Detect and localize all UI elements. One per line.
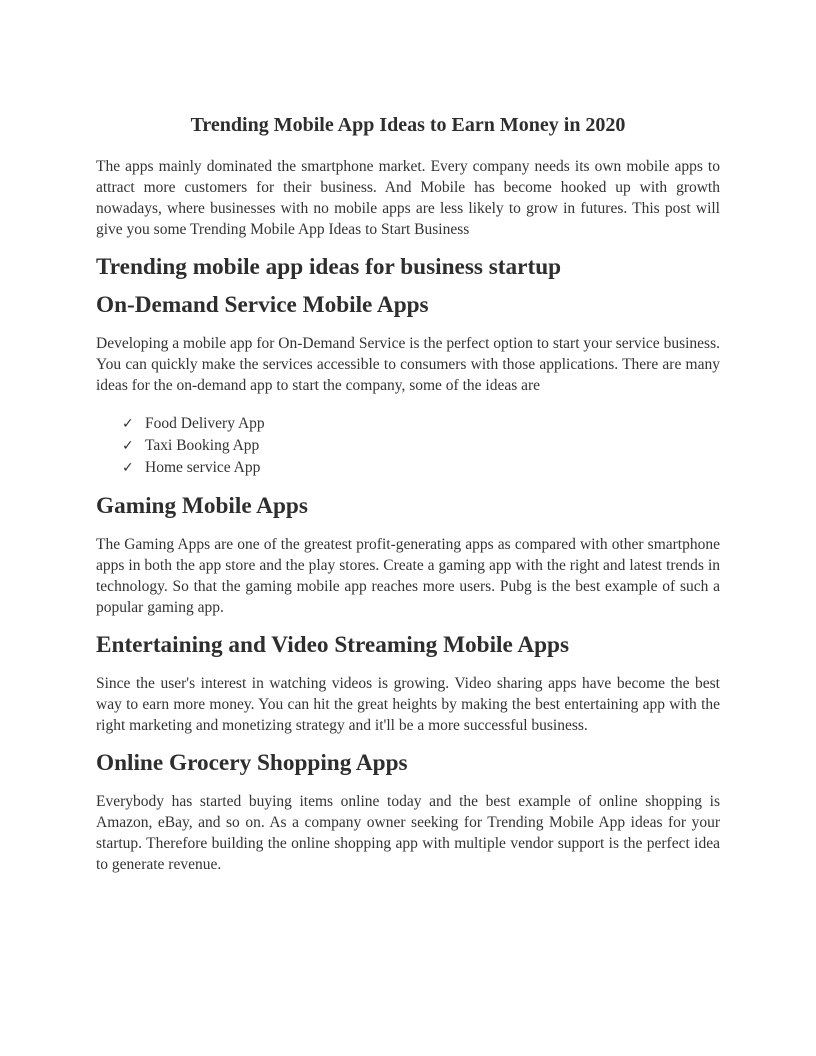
section-heading-on-demand: On-Demand Service Mobile Apps [96,292,429,318]
list-item [122,413,720,435]
document-title: Trending Mobile App Ideas to Earn Money in 2020 [190,114,626,136]
section-heading-grocery: Online Grocery Shopping Apps [96,750,408,776]
list-item-label: Taxi Booking App [145,437,260,454]
gaming-paragraph: The Gaming Apps are one of the greatest profit-generating apps as compared with other smartphone apps in both the app store and the play stores. Create a gaming app with the right and latest trends in technology. So that the gaming mobile app reaches more users. Pubg is the best example of such a popular gaming app. [96,536,720,616]
grocery-paragraph: Everybody has started buying items online today and the best example of online shopping is Amazon, eBay, and so on. As a company owner seeking for Trending Mobile App ideas for your startup. Therefore building the online shopping app with multiple vendor support is the perfect idea to generate revenue. [96,793,720,873]
intro-paragraph: The apps mainly dominated the smartphone market. Every company needs its own mobile apps to attract more customers for their business. And Mobile has become hooked up with growth nowadays, where businesses with no mobile apps are less likely to grow in futures. This post will give you some Trending Mobile App Ideas to Start Business [96,158,720,238]
section-heading-gaming: Gaming Mobile Apps [96,493,308,519]
section-heading-business-startup: Trending mobile app ideas for business startup [96,254,562,280]
on-demand-paragraph: Developing a mobile app for On-Demand Service is the perfect option to start your service business. You can quickly make the services accessible to consumers with those applications. There are many ideas for the on-demand app to start the company, some of the ideas are [96,335,720,394]
section-heading-entertaining: Entertaining and Video Streaming Mobile Apps [96,632,570,658]
on-demand-app-list [96,413,720,479]
entertaining-paragraph: Since the user's interest in watching videos is growing. Video sharing apps have become the best way to earn more money. You can hit the great heights by making the best entertaining app with the right marketing and monetizing strategy and it'll be a more successful business. [96,675,720,734]
list-item [122,457,720,479]
checkmark-icon: ✓ [122,438,134,454]
list-item-label: Home service App [145,459,261,476]
checkmark-icon: ✓ [122,416,134,432]
list-item-label: Food Delivery App [145,415,265,432]
checkmark-icon: ✓ [122,460,134,476]
list-item [122,435,720,457]
